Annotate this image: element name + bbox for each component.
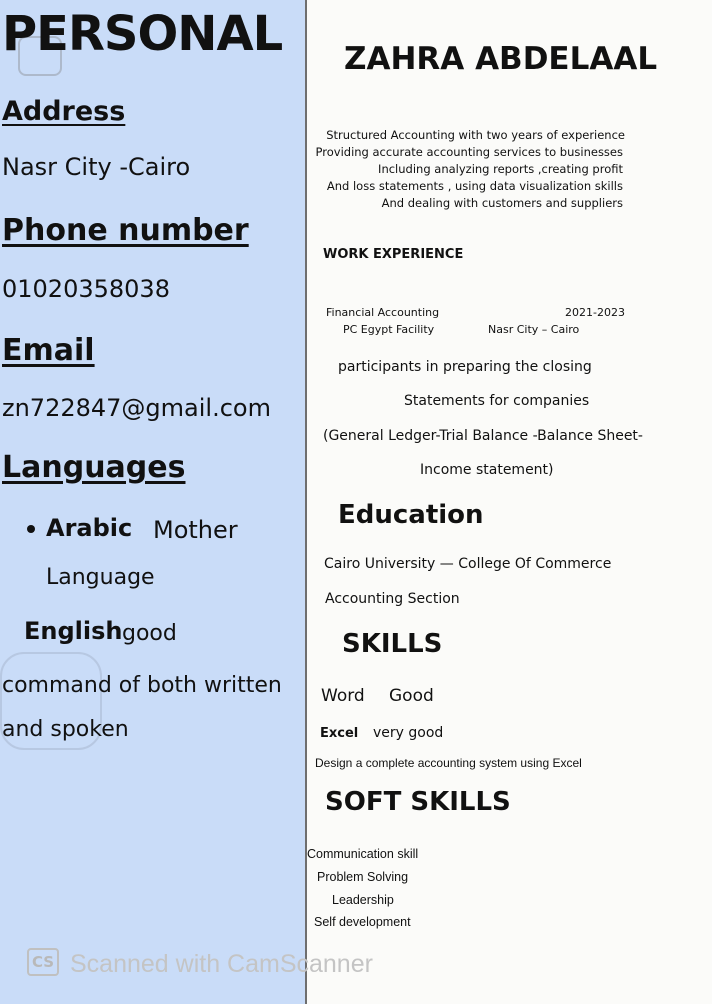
- soft-skill-item: Problem Solving: [317, 870, 409, 884]
- address-label: Address: [2, 96, 126, 127]
- job-detail: (General Ledger-Trial Balance -Balance Sheet-: [323, 428, 643, 444]
- job-period: 2021-2023: [565, 306, 625, 319]
- personal-sidebar: [0, 0, 305, 1004]
- person-name: ZAHRA ABDELAAL: [344, 41, 658, 77]
- language-name-arabic: Arabic: [46, 514, 133, 542]
- phone-label: Phone number: [2, 213, 249, 248]
- address-value: Nasr City -Cairo: [2, 153, 191, 181]
- camscanner-logo-text: CS: [32, 953, 55, 971]
- email-label: Email: [2, 333, 95, 368]
- list-bullet: [27, 525, 35, 533]
- job-detail: Statements for companies: [404, 393, 590, 409]
- skill-level: very good: [373, 725, 444, 741]
- education-section: Accounting Section: [325, 591, 460, 607]
- scanner-watermark: Scanned with CamScanner: [70, 950, 373, 978]
- summary-line: Providing accurate accounting services to businesses: [315, 145, 623, 159]
- skill-name: Excel: [320, 726, 359, 741]
- language-level-arabic-cont: Language: [46, 565, 155, 590]
- summary-line: And dealing with customers and suppliers: [381, 196, 623, 210]
- personal-heading: PERSONAL: [2, 6, 283, 62]
- language-note-line2: and spoken: [2, 717, 129, 742]
- soft-skills-heading: SOFT SKILLS: [325, 787, 511, 817]
- soft-skill-item: Leadership: [332, 893, 394, 907]
- job-location: Nasr City – Cairo: [488, 323, 580, 336]
- language-level-arabic: Mother: [153, 516, 238, 544]
- skill-level: Good: [389, 686, 434, 706]
- soft-skill-item: Self development: [314, 915, 411, 929]
- language-note-line1: command of both written: [2, 673, 282, 698]
- soft-skill-item: Communication skill: [307, 847, 419, 861]
- summary-line: Including analyzing reports ,creating profit: [378, 162, 623, 176]
- work-heading: WORK EXPERIENCE: [323, 247, 464, 262]
- summary-line: And loss statements , using data visualization skills: [326, 179, 623, 193]
- email-value: zn722847@gmail.com: [2, 394, 271, 422]
- job-detail: participants in preparing the closing: [338, 359, 592, 375]
- language-name-english: English: [24, 617, 123, 645]
- job-detail: Income statement): [420, 462, 554, 478]
- language-level-english: good: [122, 621, 177, 646]
- skill-name: Word: [321, 686, 365, 706]
- phone-value: 01020358038: [2, 275, 170, 303]
- education-heading: Education: [338, 500, 484, 530]
- skills-note: Design a complete accounting system using Excel: [315, 756, 582, 770]
- summary-line: Structured Accounting with two years of experience: [326, 128, 625, 142]
- skills-heading: SKILLS: [342, 629, 443, 659]
- education-school: Cairo University — College Of Commerce: [324, 556, 612, 572]
- languages-label: Languages: [2, 450, 186, 485]
- camscanner-logo-icon: [27, 948, 59, 976]
- job-title: Financial Accounting: [326, 306, 440, 319]
- job-company: PC Egypt Facility: [343, 323, 435, 336]
